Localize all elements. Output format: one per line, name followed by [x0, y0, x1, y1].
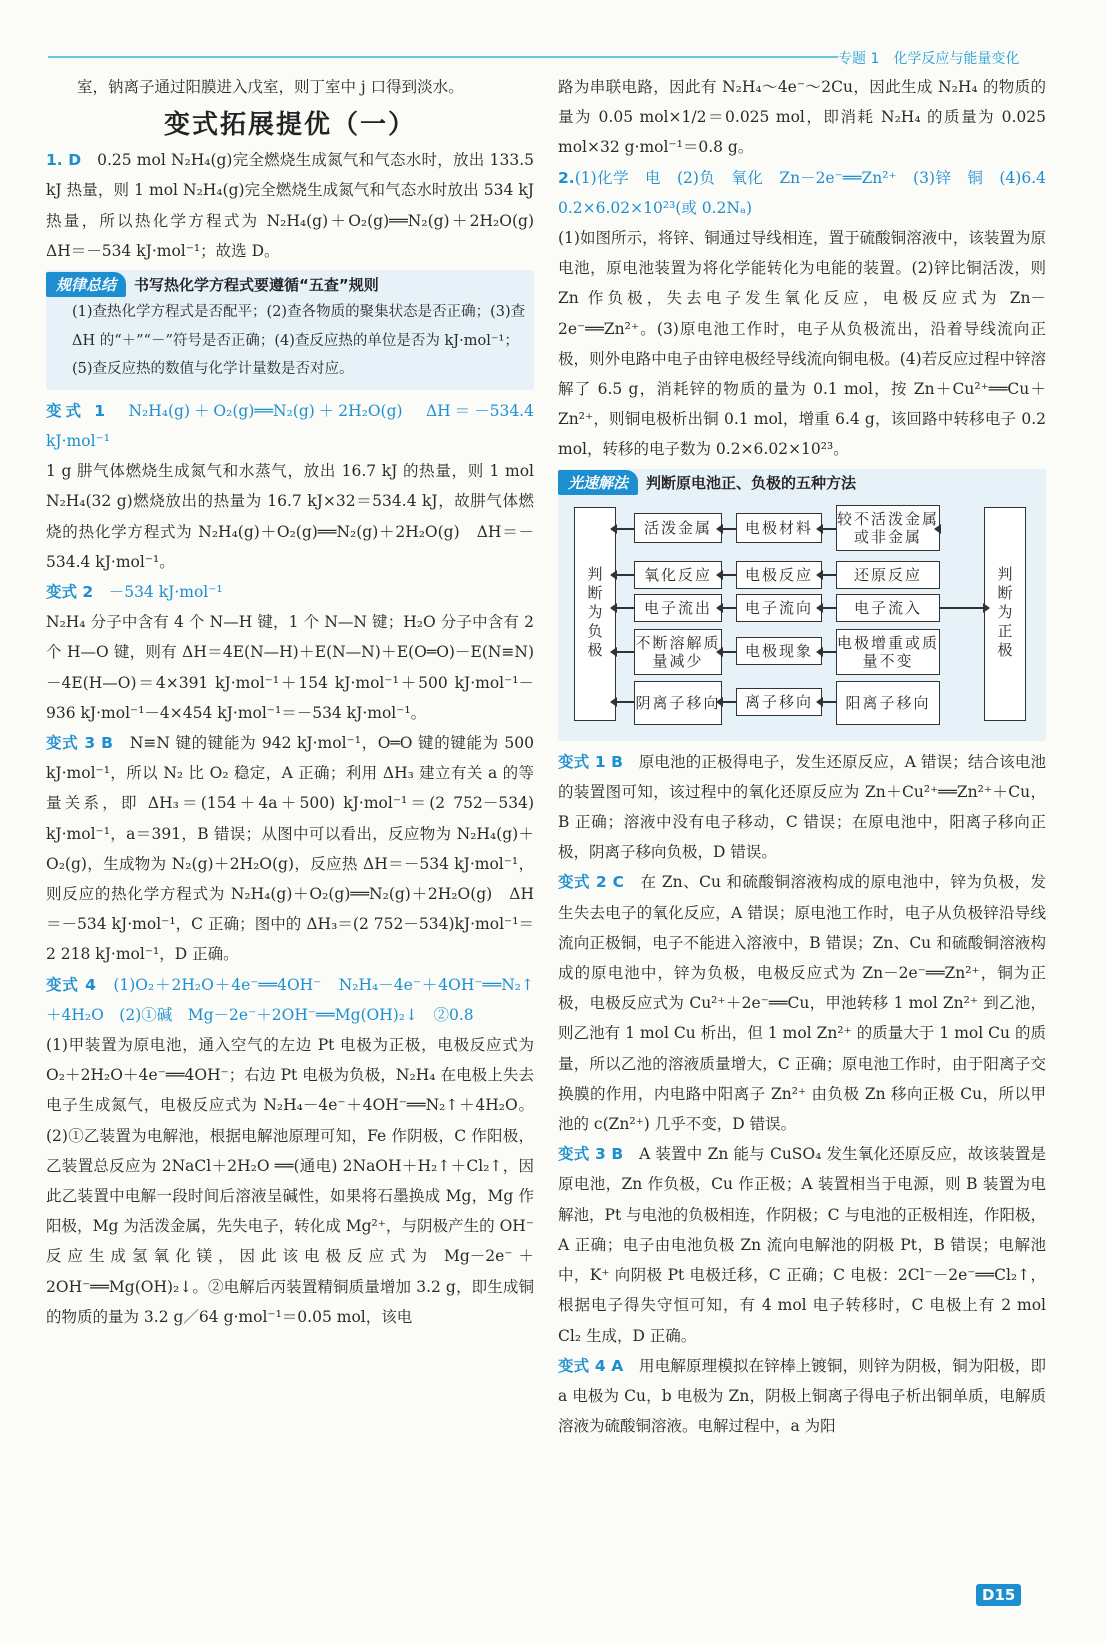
fast-method-box: [558, 469, 1046, 741]
flow-mid-2: 电子流向: [736, 594, 822, 622]
rule-summary-tag: 规律总结: [46, 272, 126, 297]
arrow: [822, 607, 836, 609]
r4-text: 用电解原理模拟在锌棒上镀铜，则锌为阴极，铜为阳极，即 a 电极为 Cu，b 电极为 Zn，阴极上铜离子得电子析出铜单质，电解质溶液为硫酸铜溶液。电解过程中，a 为阳: [558, 1356, 1046, 1436]
arrow: [616, 607, 634, 609]
variant-4: [46, 970, 534, 1030]
q2-label: 2.: [558, 168, 575, 187]
header-subject: 化学反应与能量变化: [893, 51, 1020, 67]
q1-label: 1. D: [46, 151, 82, 170]
carry-over-right: 路为串联电路，因此有 N₂H₄～4e⁻～2Cu，因此生成 N₂H₄ 的物质的量为 0.05 mol×1/2＝0.025 mol，即消耗 N₂H₄ 的质量为 0.025 mol×32 g·mol⁻¹＝0.8 g。: [558, 78, 1046, 157]
v2-answer: －534 kJ·mol⁻¹: [108, 583, 223, 602]
variant-2: [46, 577, 534, 607]
arrow: [616, 651, 634, 653]
flow-mid-3: 电极现象: [736, 637, 822, 665]
flow-mid-1: 电极反应: [736, 561, 822, 589]
flow-left-2: 电子流出: [634, 594, 722, 622]
r1-text: 原电池的正极得电子，发生还原反应，A 错误；结合该电池的装置图可知，该过程中的氧化还原反应为 Zn＋Cu²⁺══Zn²⁺＋Cu，B 正确；溶液中没有电子移动，C 错误；在原电池中，阳离子移向正极，阴离子移向负极，D 错误。: [558, 752, 1046, 862]
v4-explanation: (1)甲装置为原电池，通入空气的左边 Pt 电极为正极，电极反应式为 O₂＋2H₂O＋4e⁻══4OH⁻；右边 Pt 电极为负极，N₂H₄ 在电极上失去电子生成氮气，电极反应式为 N₂H₄－4e⁻＋4OH⁻══N₂↑＋4H₂O。(2)①乙装置为电解池，根据电解池原理可知，Fe 作阴极，C 作阳极，乙装置总反应为 2NaCl＋2H₂O ══(通电) 2NaOH＋H₂↑＋Cl₂↑，因此乙装置中电解一段时间后溶液呈碱性，如果将石墨换成 Mg，Mg 作阳极，Mg 为活泼金属，先失电子，转化成 Mg²⁺，与阴极产生的 OH⁻ 反应生成氢氧化镁，因此该电极反应式为 Mg－2e⁻＋2OH⁻══Mg(OH)₂↓。②电解后丙装置精铜质量增加 3.2 g，即生成铜的物质的量为 3.2 g／64 g·mol⁻¹＝0.05 mol，该电: [46, 1036, 534, 1326]
r3-label: 变式 3 B: [558, 1145, 624, 1164]
flow-right-2: 电子流入: [836, 594, 940, 622]
flow-mid-0: 电极材料: [736, 513, 822, 543]
arrow: [822, 651, 836, 653]
v4-answer: (1)O₂＋2H₂O＋4e⁻══4OH⁻ N₂H₄－4e⁻＋4OH⁻══N₂↑＋4H₂O (2)①碱 Mg－2e⁻＋2OH⁻══Mg(OH)₂↓ ②0.8: [46, 975, 534, 1024]
positive-judgement-bar: 判断为正极: [984, 507, 1026, 721]
header-rule: [48, 56, 838, 58]
fast-method-tag: 光速解法: [558, 470, 638, 495]
rule-summary-box: [46, 270, 534, 390]
v2-label: 变式 2: [46, 583, 94, 602]
q1-text: 0.25 mol N₂H₄(g)完全燃烧生成氮气和气态水时，放出 133.5 kJ 热量，则 1 mol N₂H₄(g)完全燃烧生成氮气和气态水时放出 534 kJ 热量，所以热化学方程式为 N₂H₄(g)＋O₂(g)══N₂(g)＋2H₂O(g) ΔH＝－534 kJ·mol⁻¹；故选 D。: [46, 151, 550, 260]
v3-text: N≡N 键的键能为 942 kJ·mol⁻¹，O═O 键的键能为 500 kJ·mol⁻¹，所以 N₂ 比 O₂ 稳定，A 正确；利用 ΔH₃ 建立有关 a 的等量关系，即 ΔH₃＝(154＋4a＋500) kJ·mol⁻¹＝(2 752－534) kJ·mol⁻¹，a＝391，B 错误；从图中可以看出，反应物为 N₂H₄(g)＋O₂(g)，生成物为 N₂(g)＋2H₂O(g)，反应热 ΔH＝－534 kJ·mol⁻¹，则反应的热化学方程式为 N₂H₄(g)＋O₂(g)══N₂(g)＋2H₂O(g) ΔH＝－534 kJ·mol⁻¹，C 正确；图中的 ΔH₃＝(2 752－534)kJ·mol⁻¹＝2 218 kJ·mol⁻¹，D 正确。: [46, 734, 534, 964]
page-number: D15: [976, 1584, 1021, 1606]
flow-left-3: 不断溶解质量减少: [634, 629, 722, 675]
v4-label: 变式 4: [46, 975, 96, 994]
r4-label: 变式 4 A: [558, 1356, 624, 1375]
v2-explanation: N₂H₄ 分子中含有 4 个 N—H 键，1 个 N—N 键；H₂O 分子中含有 2 个 H—O 键，则有 ΔH＝4E(N—H)＋E(N—N)＋E(O═O)－E(N≡N)－4E(H—O)＝4×391 kJ·mol⁻¹＋154 kJ·mol⁻¹＋500 kJ·mol⁻¹－936 kJ·mol⁻¹－4×454 kJ·mol⁻¹＝－534 kJ·mol⁻¹。: [46, 613, 534, 722]
arrow: [722, 607, 736, 609]
carry-over-text: 室，钠离子通过阳膜进入戊室，则丁室中 j 口得到淡水。: [77, 78, 464, 96]
running-header: [838, 48, 1033, 68]
rule-summary-text: (1)查热化学方程式是否配平；(2)查各物质的聚集状态是否正确；(3)查 ΔH 的“＋”“－”符号是否正确；(4)查反应热的单位是否为 kJ·mol⁻¹；(5)查反应热的数值与化学计量数是否对应。: [72, 304, 526, 378]
arrow: [722, 528, 736, 530]
arrow: [722, 701, 736, 703]
flow-right-3: 电极增重或质量不变: [836, 629, 940, 675]
r1-label: 变式 1 B: [558, 752, 623, 771]
arrow: [722, 651, 736, 653]
arrow: [616, 528, 634, 530]
flow-right-1: 还原反应: [836, 561, 940, 589]
right-variant-3: [558, 1139, 1046, 1350]
right-variant-2: [558, 867, 1046, 1139]
flow-left-0: 活泼金属: [634, 513, 722, 543]
r3-text: A 装置中 Zn 能与 CuSO₄ 发生氧化还原反应，故该装置是原电池，Zn 作负极，Cu 作正极；A 装置相当于电源，则 B 装置为电解池，Pt 与电池的负极相连，作阴极；C 与电池的正极相连，作阳极，A 正确；电子由电池负极 Zn 流向电解池的阴极 Pt，B 错误；电解池中，K⁺ 向阴极 Pt 电极迁移，C 正确；C 电极：2Cl⁻－2e⁻══Cl₂↑，根据电子得失守恒可知，有 4 mol 电子转移时，C 电极上有 2 mol Cl₂ 生成，D 正确。: [558, 1145, 1046, 1345]
flow-left-1: 氧化反应: [634, 561, 722, 589]
variant-3: [46, 728, 534, 970]
v1-explanation: 1 g 肼气体燃烧生成氮气和水蒸气，放出 16.7 kJ 的热量，则 1 mol N₂H₄(32 g)燃烧放出的热量为 16.7 kJ×32＝534.4 kJ，故肼气体燃烧的热化学方程式为 N₂H₄(g)＋O₂(g)══N₂(g)＋2H₂O(g) ΔH＝－534.4 kJ·mol⁻¹。: [46, 462, 534, 571]
right-column: [558, 72, 1062, 1441]
flow-right-0: 较不活泼金属或非金属: [836, 505, 940, 551]
v3-label: 变式 3 B: [46, 734, 113, 753]
arrow: [940, 607, 984, 609]
arrow: [822, 701, 836, 703]
variant-1: [46, 396, 534, 456]
v1-answer: N₂H₄(g)＋O₂(g)══N₂(g)＋2H₂O(g) ΔH＝－534.4 kJ·mol⁻¹: [46, 401, 534, 450]
rule-summary-title: 书写热化学方程式要遵循“五查”规则: [134, 275, 379, 294]
right-variant-1: [558, 747, 1046, 868]
r2-text: 在 Zn、Cu 和硫酸铜溶液构成的原电池中，锌为负极，发生失去电子的氧化反应，A 错误；原电池工作时，电子从负极锌沿导线流向正极铜，电子不能进入溶液中，B 错误；Zn、Cu 和硫酸铜溶液构成的原电池中，锌为负极，电极反应式为 Zn－2e⁻══Zn²⁺，铜为正极，电极反应式为 Cu²⁺＋2e⁻══Cu，甲池转移 1 mol Zn²⁺ 到乙池，则乙池有 1 mol Cu 析出，但 1 mol Zn²⁺ 的质量大于 1 mol Cu 的质量，所以乙池的溶液质量增大，C 正确；原电池工作时，由于阳离子交换膜的作用，内电路中阳离子 Zn²⁺ 由负极 Zn 移向正极 Cu，所以甲池的 c(Zn²⁺) 几乎不变，D 错误。: [558, 873, 1046, 1134]
q2-answer: (1)化学 电 (2)负 氧化 Zn－2e⁻══Zn²⁺ (3)锌 铜 (4)6.4 0.2×6.02×10²³(或 0.2Nₐ): [558, 168, 1062, 217]
flow-mid-4: 离子移向: [736, 688, 822, 716]
answer-q2: [558, 163, 1062, 223]
r2-label: 变式 2 C: [558, 873, 624, 892]
q2-explanation: (1)如图所示，将锌、铜通过导线相连，置于硫酸铜溶液中，该装置为原电池，原电池装置为将化学能转化为电能的装置。(2)锌比铜活泼，则 Zn 作负极，失去电子发生氧化反应，电极反应式为 Zn－2e⁻══Zn²⁺。(3)原电池工作时，电子从负极流出，沿着导线流向正极，则外电路中电子由锌电极经导线流向铜电极。(4)若反应过程中锌溶解了 6.5 g，消耗锌的物质的量为 0.1 mol，按 Zn＋Cu²⁺══Cu＋Zn²⁺，则铜电极析出铜 0.1 mol，增重 6.4 g，该回路中转移电子 0.2 mol，转移的电子数为 0.2×6.02×10²³。: [558, 229, 1046, 459]
right-variant-4: [558, 1351, 1046, 1442]
arrow: [822, 528, 836, 530]
arrow: [616, 574, 634, 576]
arrow: [822, 574, 836, 576]
arrow: [722, 574, 736, 576]
left-column: [46, 72, 550, 1332]
negative-judgement-bar: 判断为负极: [574, 507, 616, 721]
fast-method-title: 判断原电池正、负极的五种方法: [646, 474, 857, 493]
electrode-flowchart: [564, 501, 1040, 731]
flow-left-4: 阴离子移向: [634, 681, 722, 725]
arrow: [616, 701, 634, 703]
header-topic: 专题 1: [838, 51, 880, 67]
v1-label: 变式 1: [46, 401, 106, 420]
flow-right-4: 阳离子移向: [836, 681, 940, 725]
answer-q1: [46, 145, 550, 266]
section-title: 变式拓展提优（一）: [163, 110, 416, 141]
